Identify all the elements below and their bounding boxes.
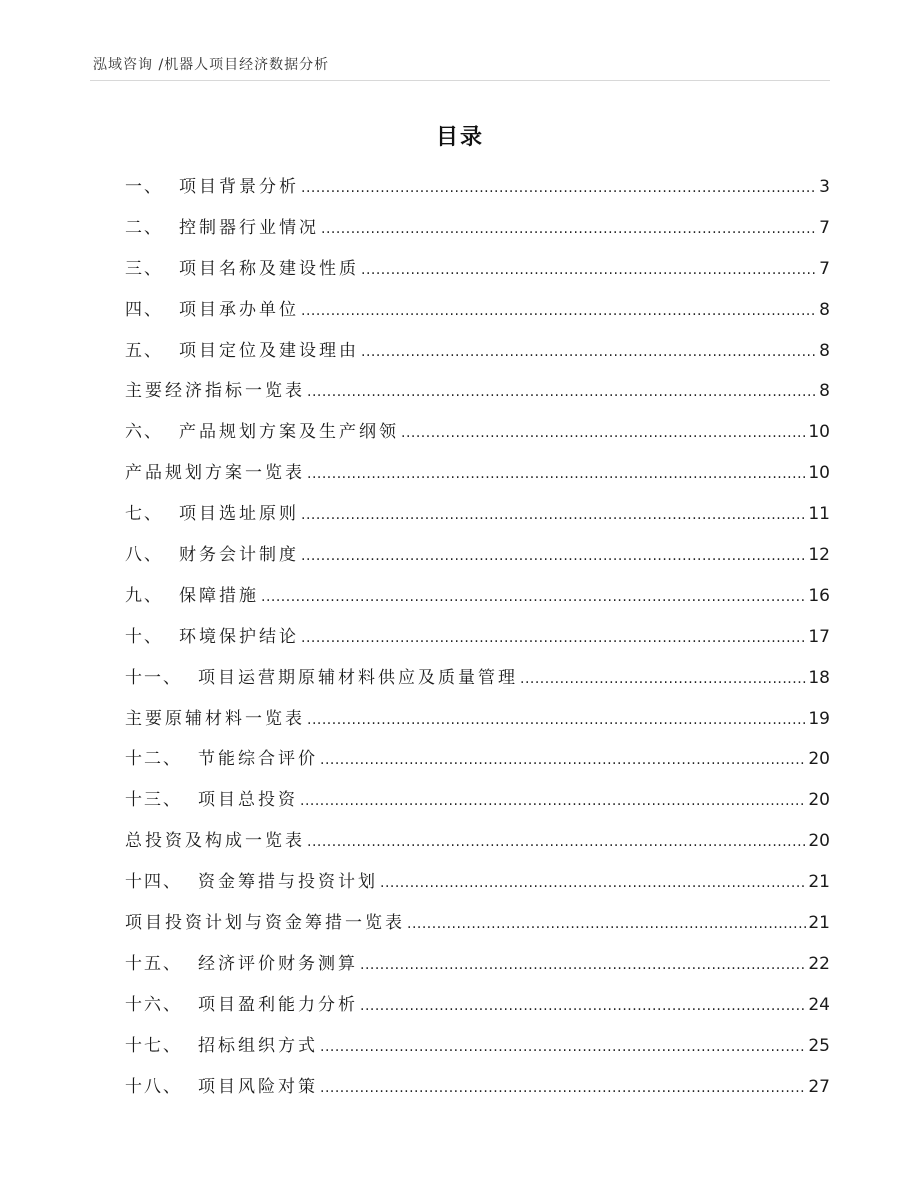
toc-entry-title: 项目运营期原辅材料供应及质量管理 <box>198 667 518 688</box>
toc-entry[interactable] <box>125 617 830 658</box>
toc-dot-leader <box>520 658 806 700</box>
toc-entry-title: 经济评价财务测算 <box>198 953 358 974</box>
toc-entry-page: 20 <box>808 831 830 852</box>
toc-entry-page: 16 <box>808 585 830 606</box>
toc-entry-page: 8 <box>819 299 830 320</box>
toc-entry-page: 27 <box>808 1076 830 1097</box>
toc-entry-title: 环境保护结论 <box>179 626 299 647</box>
toc-entry-title: 项目承办单位 <box>179 299 299 320</box>
toc-entry-number: 十一、 <box>125 667 182 688</box>
toc-entry-number: 九、 <box>125 585 163 606</box>
toc-entry-page: 12 <box>808 545 830 566</box>
toc-entry-title: 项目选址原则 <box>179 504 299 525</box>
toc-dot-leader <box>361 331 817 373</box>
toc-dot-leader <box>301 494 806 536</box>
toc-entry[interactable] <box>125 739 830 780</box>
toc-dot-leader <box>307 699 806 741</box>
toc-entry-page: 20 <box>808 790 830 811</box>
toc-entry-number: 六、 <box>125 422 163 443</box>
toc-entry[interactable] <box>125 249 830 290</box>
toc-dot-leader <box>320 1026 806 1068</box>
toc-entry-title: 保障措施 <box>179 585 259 606</box>
toc-entry[interactable] <box>125 699 830 740</box>
toc-entry[interactable] <box>125 658 830 699</box>
toc-entry-page: 11 <box>808 504 830 525</box>
toc-entry-number: 十、 <box>125 626 163 647</box>
toc-entry[interactable] <box>125 494 830 535</box>
toc-entry-page: 17 <box>808 626 830 647</box>
toc-entry-number: 十八、 <box>125 1076 182 1097</box>
toc-entry-number: 十七、 <box>125 1035 182 1056</box>
toc-entry-page: 21 <box>808 913 830 934</box>
toc-entry-title: 项目名称及建设性质 <box>179 258 359 279</box>
toc-entry-page: 20 <box>808 749 830 770</box>
toc-entry[interactable] <box>125 371 830 412</box>
toc-entry-title: 项目投资计划与资金筹措一览表 <box>125 913 405 934</box>
toc-dot-leader <box>320 1067 806 1109</box>
toc-entry-title: 项目总投资 <box>198 790 298 811</box>
toc-entry-page: 3 <box>819 177 830 197</box>
toc-entry-number: 二、 <box>125 217 163 238</box>
toc-entry-number: 十二、 <box>125 749 182 770</box>
toc-dot-leader <box>360 985 806 1027</box>
toc-dot-leader <box>361 249 817 291</box>
toc-entry-number: 十五、 <box>125 953 182 974</box>
toc-entry-page: 22 <box>808 953 830 974</box>
toc-entry-page: 8 <box>819 340 830 361</box>
toc-entry-page: 10 <box>808 463 830 484</box>
toc-entry[interactable] <box>125 862 830 903</box>
toc-entry[interactable] <box>125 903 830 944</box>
toc-entry-title: 招标组织方式 <box>198 1035 318 1056</box>
toc-dot-leader <box>301 535 806 577</box>
toc-entry-title: 项目背景分析 <box>179 177 299 197</box>
toc-entry-page: 21 <box>808 872 830 893</box>
toc-entry-page: 18 <box>808 667 830 688</box>
toc-entry[interactable] <box>125 944 830 985</box>
toc-entry[interactable] <box>125 1067 830 1108</box>
toc-entry-page: 7 <box>819 258 830 279</box>
toc-entry-number: 一、 <box>125 177 163 197</box>
toc-dot-leader <box>261 576 806 618</box>
page-header: 泓域咨询 /机器人项目经济数据分析 <box>93 57 330 73</box>
toc-entry-title: 产品规划方案一览表 <box>125 463 305 484</box>
toc-entry-title: 主要原辅材料一览表 <box>125 708 305 729</box>
toc-entry[interactable] <box>125 167 830 208</box>
toc-entry[interactable] <box>125 453 830 494</box>
toc-title: 目录 <box>435 125 484 150</box>
toc-entry-title: 控制器行业情况 <box>179 217 319 238</box>
toc-entry[interactable] <box>125 985 830 1026</box>
toc-entry[interactable] <box>125 576 830 617</box>
toc-entry-number: 十四、 <box>125 872 182 893</box>
toc-entry-title: 总投资及构成一览表 <box>125 831 305 852</box>
toc-dot-leader <box>307 371 817 413</box>
toc-dot-leader <box>307 821 806 863</box>
toc-dot-leader <box>301 290 817 332</box>
toc-dot-leader <box>321 208 817 250</box>
toc-entry-title: 项目盈利能力分析 <box>198 994 358 1015</box>
toc-dot-leader <box>300 780 806 822</box>
toc-entry[interactable] <box>125 780 830 821</box>
toc-dot-leader <box>301 617 806 659</box>
toc-entry-title: 产品规划方案及生产纲领 <box>179 422 399 443</box>
toc-dot-leader <box>301 167 817 209</box>
toc-dot-leader <box>360 944 806 986</box>
toc-entry[interactable] <box>125 290 830 331</box>
toc-dot-leader <box>380 862 806 904</box>
toc-entry-number: 七、 <box>125 504 163 525</box>
toc-entry-number: 十六、 <box>125 994 182 1015</box>
toc-entry-title: 财务会计制度 <box>179 545 299 566</box>
toc-entry[interactable] <box>125 535 830 576</box>
toc-entry-number: 八、 <box>125 545 163 566</box>
toc-dot-leader <box>401 412 806 454</box>
toc-entry-title: 项目定位及建设理由 <box>179 340 359 361</box>
toc-entry[interactable] <box>125 412 830 453</box>
toc-entry[interactable] <box>125 208 830 249</box>
toc-dot-leader <box>307 453 806 495</box>
toc-entry-title: 节能综合评价 <box>198 749 318 770</box>
toc-entry-title: 主要经济指标一览表 <box>125 381 305 402</box>
toc-list <box>125 167 830 1107</box>
toc-entry-number: 四、 <box>125 299 163 320</box>
header-divider <box>90 80 830 81</box>
toc-entry-page: 24 <box>808 994 830 1015</box>
toc-dot-leader <box>320 739 806 781</box>
toc-entry-page: 7 <box>819 217 830 238</box>
toc-entry-number: 五、 <box>125 340 163 361</box>
toc-entry-page: 25 <box>808 1035 830 1056</box>
toc-entry[interactable] <box>125 821 830 862</box>
toc-entry-page: 10 <box>808 422 830 443</box>
toc-entry-number: 三、 <box>125 258 163 279</box>
toc-entry[interactable] <box>125 331 830 372</box>
toc-dot-leader <box>407 903 806 945</box>
toc-entry-number: 十三、 <box>125 790 182 811</box>
toc-entry-title: 资金筹措与投资计划 <box>198 872 378 893</box>
toc-entry-page: 8 <box>819 381 830 402</box>
toc-entry-page: 19 <box>808 708 830 729</box>
toc-entry-title: 项目风险对策 <box>198 1076 318 1097</box>
toc-entry[interactable] <box>125 1026 830 1067</box>
